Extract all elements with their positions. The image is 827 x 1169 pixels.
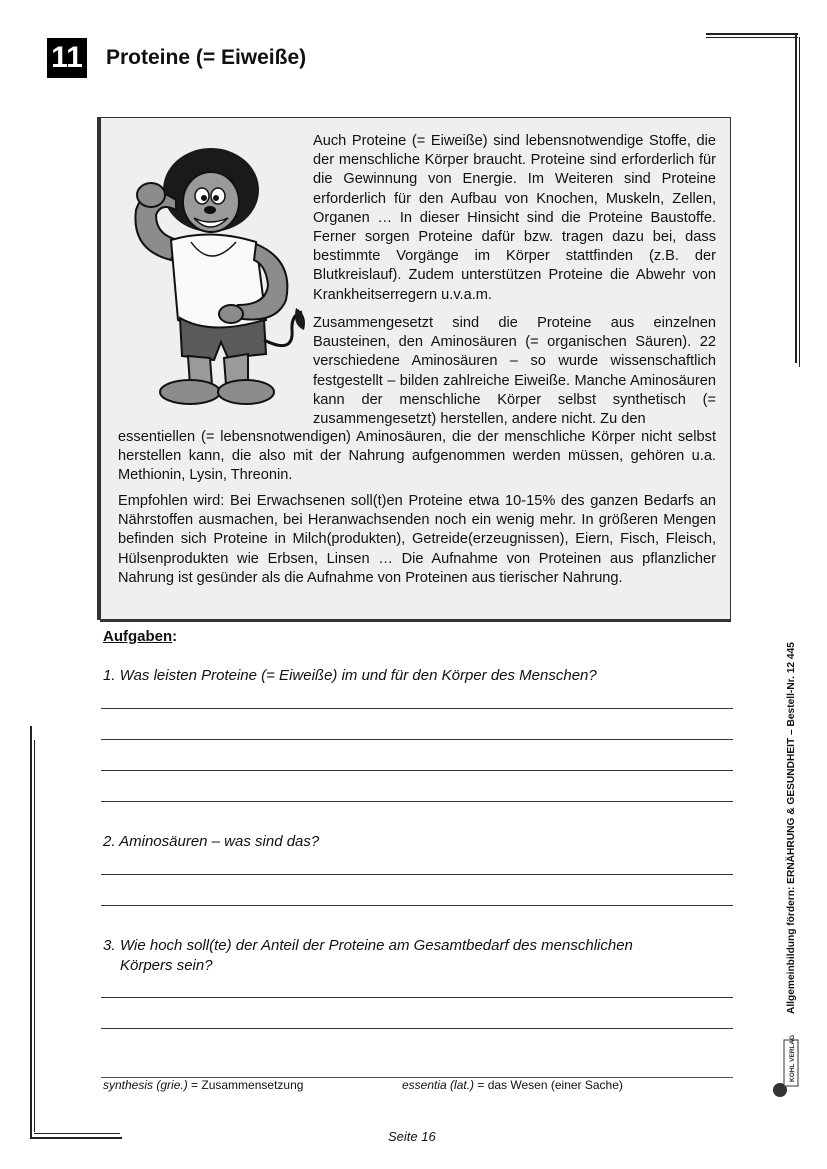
answer-line[interactable] [101,905,733,906]
tasks-heading [103,628,177,645]
chapter-number-badge: 11 [47,38,87,78]
footnote-definition: = das Wesen (einer Sache) [474,1078,623,1092]
frame-line [34,740,35,1132]
frame-line [34,1133,120,1134]
answer-line[interactable] [101,801,733,802]
frame-line [30,726,32,1138]
page-number: Seite 16 [388,1129,436,1144]
info-paragraph-2-start: Zusammengesetzt sind die Proteine aus einzelnen Bausteinen, den Aminosäuren (= organischen Säuren). 22 verschiedene Aminosäuren – so wurde wissenschaftlich festgestellt – bilden zahlreiche Eiweiße. Manche Aminosäuren kann der menschliche Körper selbst synthetisch (= zusammengesetzt) herstellen, andere nicht. Zu den [313,315,716,428]
info-paragraph-2-end: essentiellen (= lebensnotwendigen) Aminosäuren, die der menschliche Körper nicht selbst herstellen kann, die also mit der Nahrung aufgenommen werden müssen, gehören u.a. Methionin, Lysin, Threonin. [118,429,716,484]
footnote-definition: = Zusammensetzung [187,1078,304,1092]
footnote-term: essentia (lat.) [402,1078,475,1092]
answer-line[interactable] [101,770,733,771]
publisher-logo-icon [768,1030,802,1098]
answer-line[interactable] [101,997,733,998]
page-title: Proteine (= Eiweiße) [106,46,307,69]
publisher-logo-text: KOHL VERLAG [789,1034,796,1082]
tasks-heading-colon: : [172,628,178,645]
footnote-term: synthesis (grie.) [103,1078,188,1092]
footnote-essentia [402,1078,623,1092]
muscular-lion-mascot-icon [116,140,306,408]
frame-line [795,33,797,363]
info-paragraph-1: Auch Proteine (= Eiweiße) sind lebensnotwendige Stoffe, die der menschliche Körper braucht. Proteine sind erforderlich für die Gewinnung von Energie. Im Weiteren sind Proteine erforderlich für den Aufbau von Knochen, Muskeln, Zellen, Organen … In dieser Hinsicht sind die Proteine Baustoffe. Ferner sorgen Proteine dafür bzw. tragen dazu bei, dass bestimmte Vorgänge im Körper stattfinden (z.B. der Blutkreislauf). Zudem unterstützen Proteine die Abwehr von Krankheitserregern u.v.a.m. [313,133,716,303]
answer-line[interactable] [101,708,733,709]
question-2: 2. Aminosäuren – was sind das? [103,833,320,850]
question-3-line-1: Wie hoch soll(te) der Anteil der Proteine am Gesamtbedarf des menschlichen [120,937,633,954]
answer-line[interactable] [101,739,733,740]
footnote-synthesis [103,1078,303,1092]
question-1: 1. Was leisten Proteine (= Eiweiße) im und für den Körper des Menschen? [103,667,597,684]
frame-line [30,1137,122,1139]
frame-line [799,37,800,367]
frame-line [706,33,798,35]
frame-line [706,37,798,38]
question-3-number: 3. [103,937,116,954]
answer-line[interactable] [101,874,733,875]
question-3-line-2: Körpers sein? [120,957,213,974]
answer-line[interactable] [101,1028,733,1029]
question-3 [103,936,633,976]
side-publisher-text: Allgemeinbildung fördern: ERNÄHRUNG & GESUNDHEIT – Bestell-Nr. 12 445 [786,642,797,1014]
tasks-heading-label: Aufgaben [103,628,173,645]
info-paragraph-3: Empfohlen wird: Bei Erwachsenen soll(t)en Proteine etwa 10-15% des ganzen Bedarfs an Nährstoffen ausmachen, bei Heranwachsenden noch ein wenig mehr. In größeren Mengen befinden sich Proteine in Milch(produkten), Getreide(erzeugnissen), Eiern, Fisch, Fleisch, Hülsenprodukten wie Erbsen, Linsen … Die Aufnahme von Proteinen aus pflanzlicher Nahrung ist gesünder als die Aufnahme von Proteinen aus tierischer Nahrung. [118,493,716,586]
